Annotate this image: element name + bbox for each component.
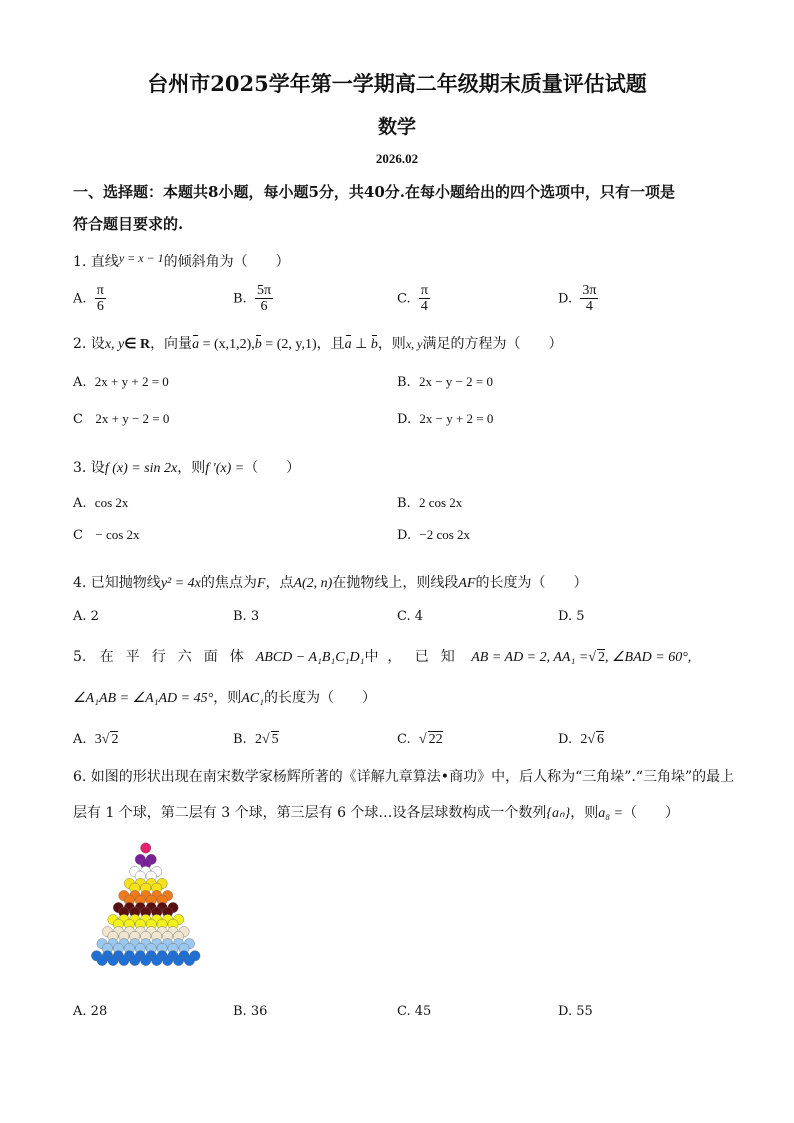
q6-option-c: C. 45 [397,1004,432,1019]
question-4: 4. 已知抛物线y² = 4x的焦点为F，点A(2, n)在抛物线上，则线段AF的长度为（ ） [73,575,588,591]
q1-option-b: B. $\frac{5\pi}{6}$ [233,283,272,315]
q5-option-b: B. 2√ 5 [233,732,279,747]
q5-option-c: C. √ 22 [397,732,443,747]
q6-option-d: D. 55 [558,1004,593,1019]
q2-option-d: D. 2x − y + 2 = 0 [397,411,494,427]
question-6-line1: 6. 如图的形状出现在南宋数学家杨辉所著的《详解九章算法•商功》中，后人称为“三角垛”.“三角垛”的最上 [73,769,735,785]
q4-option-b: B. 3 [233,609,260,624]
question-3: 3. 设f (x) = sin 2x，则f ′(x) =（ ） [73,460,301,476]
q5-option-d: D. 2√ 6 [558,732,605,747]
pile-ball [97,955,107,965]
exam-date: 2026.02 [375,151,419,166]
q6-option-b: B. 36 [233,1004,268,1019]
pile-ball [141,955,151,965]
q2-option-b: B. 2x − y − 2 = 0 [397,374,493,390]
q4-option-c: C. 4 [397,609,424,624]
pile-ball [184,955,194,965]
q1-option-c: C. $\frac{\pi}{4}$ [397,283,428,315]
triangular-pile-figure [74,838,224,988]
pile-ball [152,955,162,965]
q3-option-c: C − cos 2x [73,527,140,543]
q2-option-a: A. 2x + y + 2 = 0 [73,374,169,390]
q5-option-a: A. 3√ 2 [73,732,119,747]
pile-ball [130,955,140,965]
q2-option-c: C 2x + y − 2 = 0 [73,411,170,427]
section-heading-line2: 符合题目要求的. [73,215,184,233]
exam-subject: 数学 [377,116,416,138]
q3-option-d: D. −2 cos 2x [397,527,471,543]
question-2: 2. 设x, y∈ R，向量a = (x,1,2),b = (2, y,1)，且a ⊥ b，则x, y满足的方程为（ ） [73,336,563,352]
exam-title: 台州市2025学年第一学期高二年级期末质量评估试题 [147,71,647,96]
section-heading-line1: 一、选择题：本题共8小题，每小题5分，共40分.在每小题给出的四个选项中，只有一项是 [73,183,675,201]
q1-option-a: A. $\frac{\pi}{6}$ [73,283,104,315]
question-5: 5. 在平行六面体ABCD − A₁B₁C₁D₁中 ， 已知 AB = AD = 2, AA₁ =√ 2, ∠BAD = 60°, [73,649,692,665]
q4-option-a: A. 2 [73,609,99,624]
pile-ball [119,955,129,965]
question-5-line2: ∠A₁AB = ∠A₁AD = 45°，则AC₁的长度为（ ） [73,690,376,706]
pile-ball [141,843,151,853]
question-1: 1. 直线y = x − 1的倾斜角为（ ） [73,251,290,270]
q4-option-d: D. 5 [558,609,585,624]
q3-option-b: B. 2 cos 2x [397,495,463,511]
q1-option-d: D. $\frac{3\pi}{4}$ [558,283,597,315]
q3-option-a: A. cos 2x [73,495,129,511]
pile-ball [108,955,118,965]
pile-ball [162,955,172,965]
q6-option-a: A. 28 [73,1004,108,1019]
pile-ball [173,955,183,965]
question-6-line2: 层有 1 个球，第二层有 3 个球，第三层有 6 个球…设各层球数构成一个数列{aₙ}，则a₈ =（ ） [73,805,680,821]
